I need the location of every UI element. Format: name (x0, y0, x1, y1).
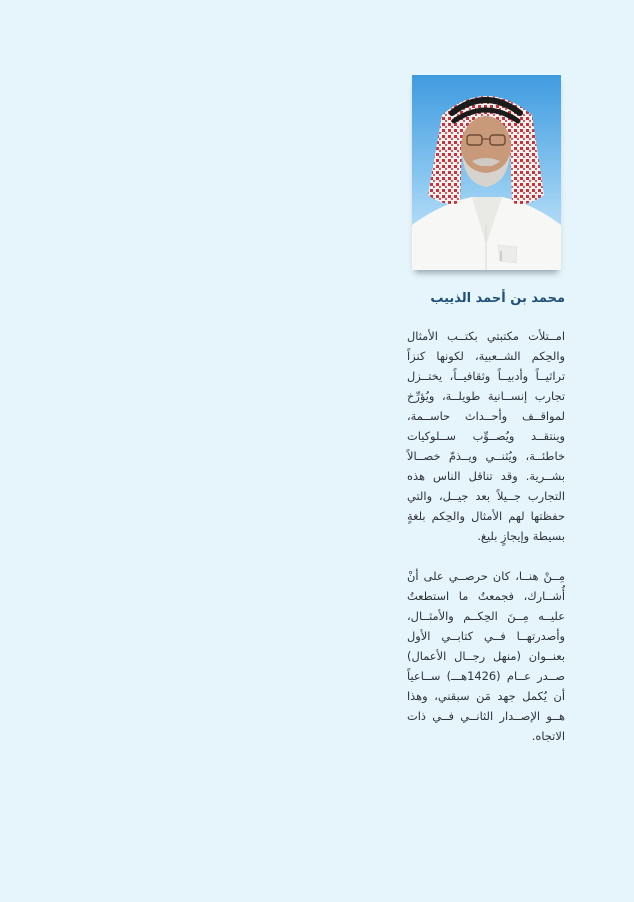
paragraph-intro: امــتلأت مكتبتي بكتــب الأمثال والحِكم الشــعبية، لكونها كنزاً تراثيــاً وأدبيــاً وثقافيــاً، يختــزل تجارب إنســانية طويلــة، ويُؤرِّخ لمواقــف وأحــداث حاســمة، وينتقــد ويُصــوِّب ســلوكيات خاطئــة، ويُثنــي ويــذمّ خصــالاً بشــرية. وقد تناقل الناس هذه التجارب جــيلاً بعد جيــل، والتي حفظتها لهم الأمثال والحِكم بلغةٍ بسيطة وإيجازٍ بليغ. (407, 329, 565, 543)
author-portrait (412, 75, 561, 270)
author-photo (412, 75, 561, 270)
paragraph-second: مِــنْ هنــا، كان حرصــي على أنْ أُشــارك، فجمعتُ ما استطعتُ عليــه مِــنَ الحِكــم والأمثــال، وأصدرتهــا فــي كتابــي الأول بعنــوان (منهل رجــال الأعمال) صــدر عــام (1426هـــ) ســاعياً أن يُكمل جهد مَن سبقني، وهذا هــو الإصــدار الثانــي فــي ذات الاتجاه. (407, 569, 565, 743)
author-name: محمد بن أحمد الذييب (430, 291, 565, 306)
